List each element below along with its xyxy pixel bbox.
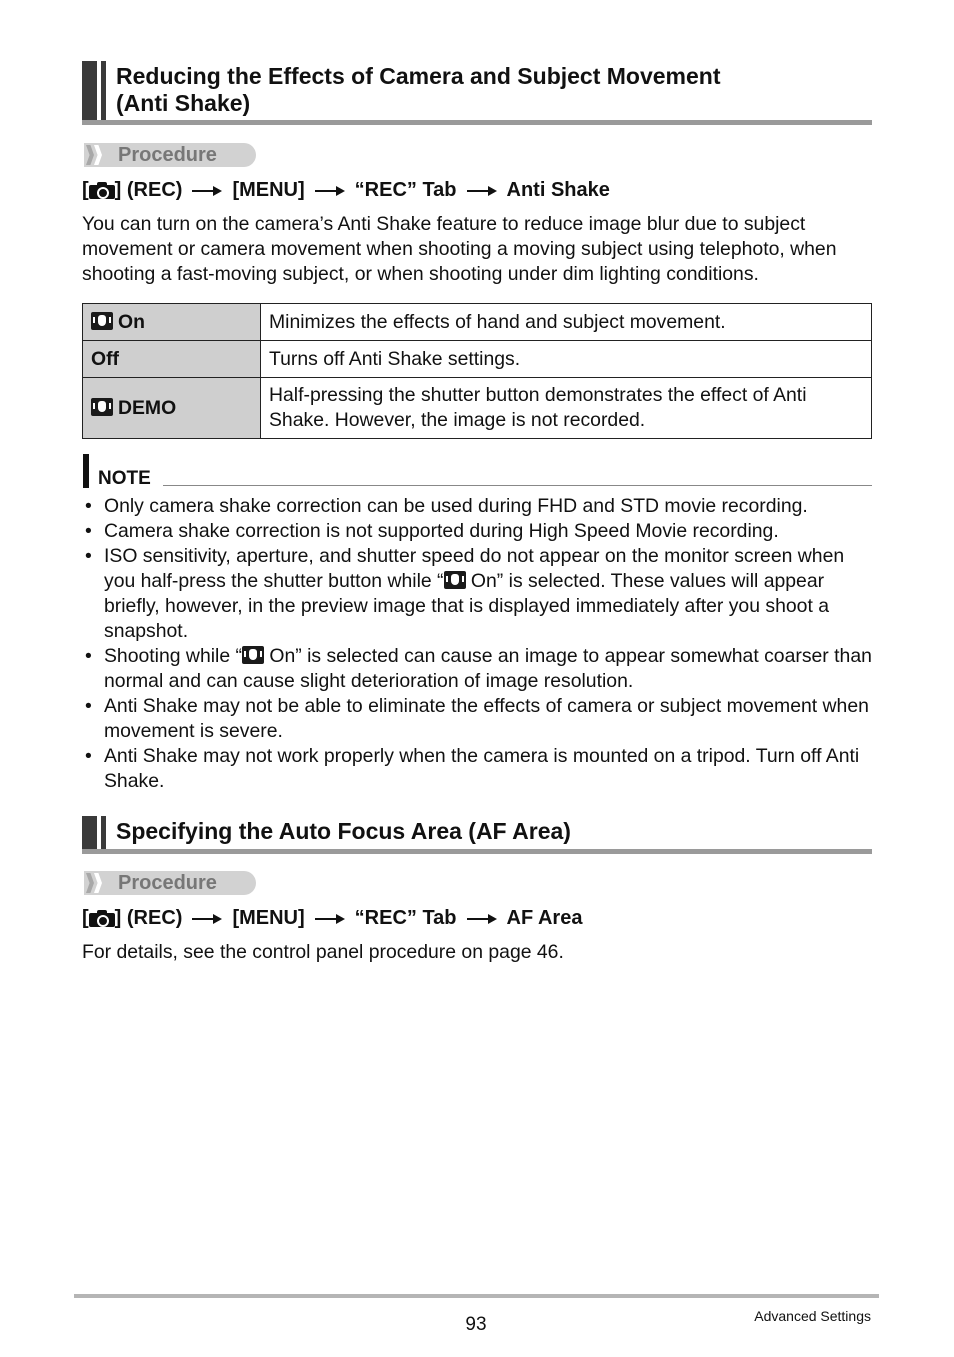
table-row [83,341,872,378]
heading-title-line2: (Anti Shake) [116,90,251,116]
chevron-icon [86,873,94,893]
option-desc: Half-pressing the shutter button demonstrates the effect of Anti Shake. However, the image is not recorded. [261,378,872,439]
option-desc: Turns off Anti Shake settings. [261,341,872,378]
arrow-right-icon [192,906,222,930]
menu-path [82,906,582,930]
anti-shake-icon [91,312,113,330]
list-item: • Camera shake correction is not supported during High Speed Movie recording. [82,519,874,544]
path-step-rec-tab: “REC” Tab [354,179,457,201]
list-item: • Shooting while “ On” is selected can cause an image to appear somewhat coarser than normal and can cause slight deterioration of image resolution. [82,644,874,694]
procedure-label: Procedure [118,144,217,166]
intro-paragraph: You can turn on the camera’s Anti Shake feature to reduce image blur due to subject movement or camera movement when shooting a moving subject using telephoto, when shooting a fast-moving subject, or when shooting under dim lighting conditions. [82,213,837,285]
anti-shake-icon [444,571,466,589]
list-item: • ISO sensitivity, aperture, and shutter speed do not appear on the monitor screen when you half-press the shutter button while “ On” is selected. These values will appear briefly, however, in the preview image that is displayed immediately after you shoot a snapshot. [82,544,874,644]
path-open-bracket: [ [82,179,89,201]
note-rule [163,485,872,486]
list-item: • Anti Shake may not be able to eliminate the effects of camera or subject movement when movement is severe. [82,694,874,744]
anti-shake-icon [91,398,113,416]
anti-shake-icon [242,646,264,664]
heading-marker-thin [101,816,106,849]
camera-icon [89,909,115,927]
menu-path [82,178,610,202]
heading-rule [82,120,872,125]
option-desc: Minimizes the effects of hand and subject movement. [261,304,872,341]
list-item: • Only camera shake correction can be used during FHD and STD movie recording. [82,494,874,519]
footer-section-name: Advanced Settings [754,1308,871,1324]
procedure-label: Procedure [118,872,217,894]
section-heading-af-area [82,816,872,854]
procedure-tag [84,871,256,895]
arrow-right-icon [467,906,497,930]
option-key-demo: DEMO [83,378,261,439]
path-open-bracket: [ [82,907,89,929]
option-key-off: Off [83,341,261,378]
arrow-right-icon [315,178,345,202]
path-step-menu: [MENU] [232,907,305,929]
anti-shake-options-table [82,303,872,439]
chevron-icon [86,145,94,165]
note-list [82,494,874,794]
procedure-tag [84,143,256,167]
option-key-on: On [83,304,261,341]
arrow-right-icon [192,178,222,202]
path-step-rec: ] (REC) [114,907,183,929]
arrow-right-icon [467,178,497,202]
page-number: 93 [465,1314,487,1335]
path-step-af-area: AF Area [506,907,583,929]
arrow-right-icon [315,906,345,930]
path-step-anti-shake: Anti Shake [506,179,610,201]
camera-icon [89,181,115,199]
af-area-paragraph: For details, see the control panel procedure on page 46. [82,941,564,963]
heading-marker [82,816,97,849]
note-label: NOTE [98,468,151,489]
path-step-menu: [MENU] [232,179,305,201]
heading-marker-thin [101,61,106,120]
chevron-icon [94,145,102,165]
path-step-rec: ] (REC) [114,179,183,201]
heading-rule [82,849,872,854]
chevron-icon [94,873,102,893]
table-row [83,304,872,341]
list-item: • Anti Shake may not work properly when the camera is mounted on a tripod. Turn off Anti Shake. [82,744,874,794]
heading-marker [82,61,97,120]
note-marker [83,454,89,488]
heading-title: Specifying the Auto Focus Area (AF Area) [116,818,571,844]
footer-rule [74,1294,879,1298]
heading-title-line1: Reducing the Effects of Camera and Subject Movement [116,63,721,89]
table-row [83,378,872,439]
path-step-rec-tab: “REC” Tab [354,907,457,929]
section-heading-anti-shake [82,61,872,125]
